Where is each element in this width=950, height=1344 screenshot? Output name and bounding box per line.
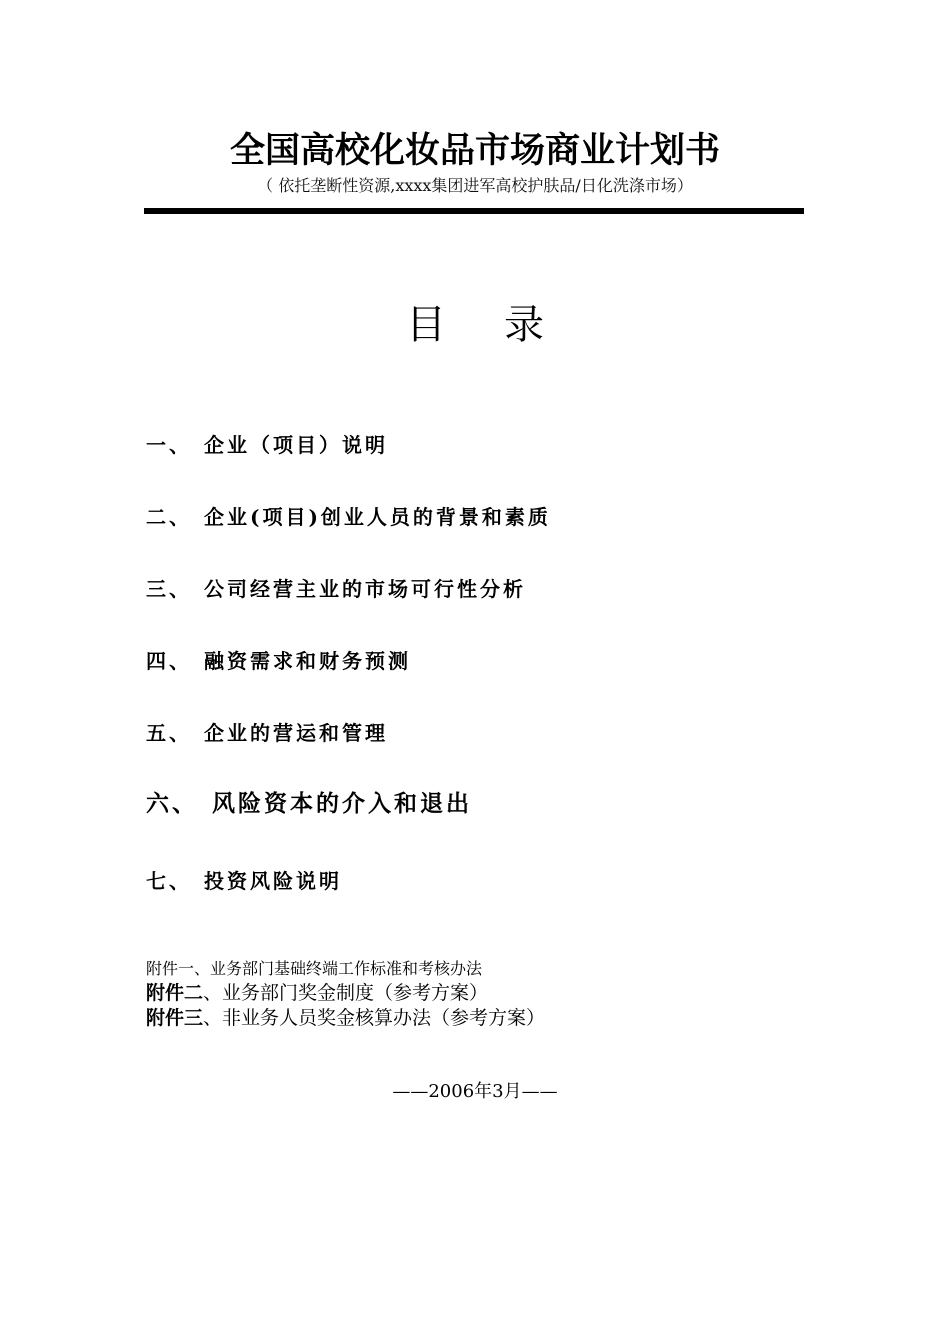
toc-item-3[interactable] — [146, 574, 526, 604]
toc-heading: 目录 — [406, 302, 602, 348]
title-divider — [144, 208, 804, 214]
toc-item-7[interactable] — [146, 866, 342, 896]
attachment-text: 、非业务人员奖金核算办法（参考方案） — [203, 1007, 546, 1029]
attachment-text: 、业务部门基础终端工作标准和考核办法 — [194, 959, 483, 978]
attachment-label: 附件三 — [146, 1007, 204, 1029]
toc-item-number: 三、 — [146, 577, 192, 601]
toc-item-label: 融资需求和财务预测 — [204, 649, 411, 673]
toc-item-label: 投资风险说明 — [204, 869, 342, 893]
toc-item-number: 五、 — [146, 721, 192, 745]
toc-item-label: 企业的营运和管理 — [204, 721, 388, 745]
toc-item-label: 企业(项目)创业人员的背景和素质 — [204, 505, 551, 529]
document-subtitle: （ 依托垄断性资源,xxxx集团进军高校护肤品/日化洗涤市场） — [257, 176, 693, 195]
toc-item-number: 一、 — [146, 433, 192, 457]
toc-item-number: 六、 — [146, 790, 198, 817]
document-date: ——2006年3月—— — [392, 1081, 558, 1102]
toc-item-number: 二、 — [146, 505, 192, 529]
toc-item-2[interactable] — [146, 502, 551, 532]
toc-item-4[interactable] — [146, 646, 411, 676]
toc-item-6[interactable] — [146, 789, 472, 819]
attachment-3[interactable] — [146, 1006, 545, 1031]
toc-item-label: 企业（项目）说明 — [204, 433, 388, 457]
toc-item-1[interactable] — [146, 430, 388, 460]
toc-item-number: 七、 — [146, 869, 192, 893]
attachment-text: 、业务部门奖金制度（参考方案） — [203, 982, 489, 1004]
attachment-2[interactable] — [146, 981, 545, 1006]
toc-item-number: 四、 — [146, 649, 192, 673]
attachment-label: 附件二 — [146, 982, 204, 1004]
toc-item-label: 风险资本的介入和退出 — [212, 790, 472, 817]
document-title: 全国高校化妆品市场商业计划书 — [229, 131, 720, 171]
toc-item-5[interactable] — [146, 718, 388, 748]
attachment-1[interactable] — [146, 956, 545, 981]
attachment-label: 附件一 — [146, 959, 195, 978]
attachment-list — [146, 956, 545, 1031]
toc-item-label: 公司经营主业的市场可行性分析 — [204, 577, 526, 601]
